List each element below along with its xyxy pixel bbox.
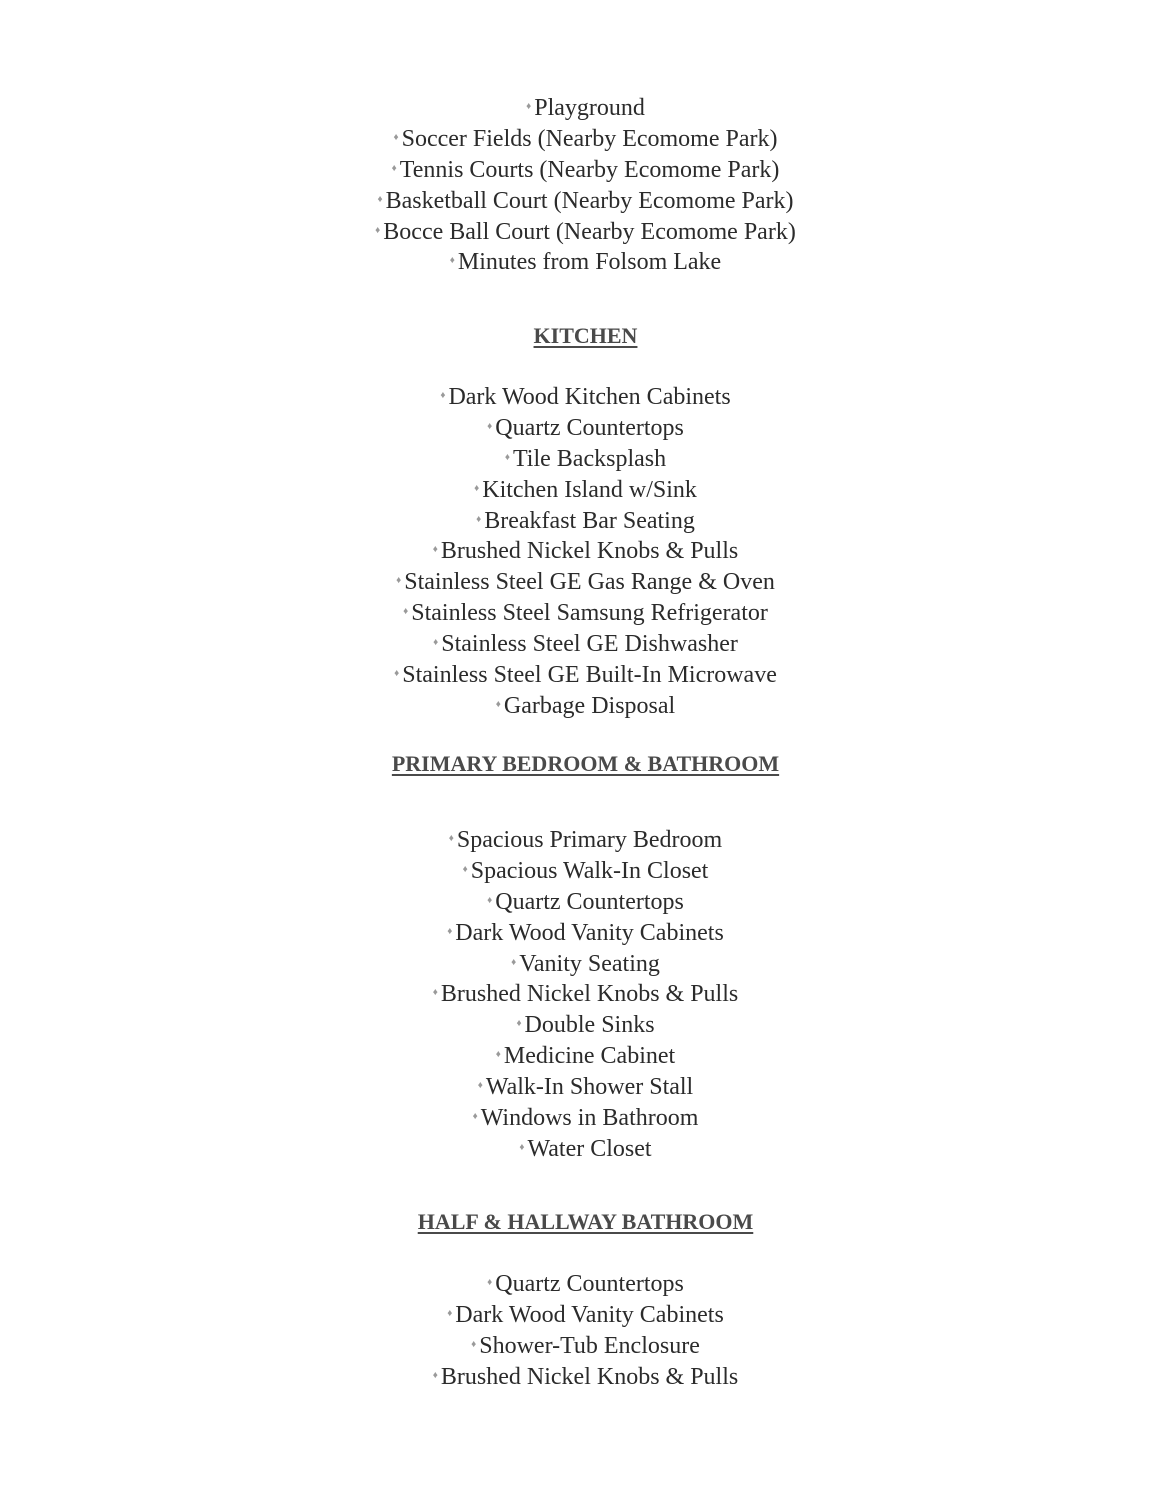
list-item [0,978,1159,1009]
list-item-text: Garbage Disposal [503,692,676,719]
list-item-text: Spacious Primary Bedroom [456,827,723,853]
list-item [0,185,1159,216]
list-item-text: Dark Wood Kitchen Cabinets [448,384,731,410]
diamond-bullet-icon: ♦ [516,1018,522,1030]
diamond-bullet-icon: ♦ [440,390,446,401]
list-item [0,1102,1159,1133]
list-item [0,855,1159,886]
list-item [0,659,1159,690]
primary-bedroom-bathroom-list [0,824,1159,1164]
diamond-bullet-icon: ♦ [526,101,532,112]
list-item [0,824,1159,855]
list-item [0,216,1159,247]
list-item [0,92,1159,123]
list-item [0,1361,1159,1392]
amenities-list [0,92,1159,277]
list-item [0,566,1159,597]
list-item-text: Brushed Nickel Knobs & Pulls [440,981,739,1008]
list-item-text: Stainless Steel GE Built-In Microwave [402,662,777,689]
diamond-bullet-icon: ♦ [375,224,381,236]
list-item-text: Playground [534,95,645,121]
list-item-text: Kitchen Island w/Sink [482,476,697,503]
list-item-text: Vanity Seating [519,950,660,977]
list-item-text: Medicine Cabinet [503,1043,676,1070]
list-item [0,690,1159,721]
list-item-text: Quartz Countertops [495,1271,684,1297]
diamond-bullet-icon: ♦ [396,575,402,587]
list-item-text: Shower-Tub Enclosure [479,1332,700,1359]
diamond-bullet-icon: ♦ [403,606,409,618]
list-item-text: Breakfast Bar Seating [484,507,695,534]
diamond-bullet-icon: ♦ [511,956,517,968]
diamond-bullet-icon: ♦ [448,833,454,844]
list-item [0,246,1159,277]
list-item-text: Quartz Countertops [495,414,684,441]
list-item-text: Dark Wood Vanity Cabinets [455,1301,724,1328]
diamond-bullet-icon: ♦ [432,987,438,999]
diamond-bullet-icon: ♦ [487,1277,493,1288]
diamond-bullet-icon: ♦ [391,162,397,174]
kitchen-list [0,381,1159,721]
list-item [0,628,1159,659]
list-item [0,381,1159,412]
list-item [0,123,1159,154]
diamond-bullet-icon: ♦ [476,513,482,525]
list-item-text: Walk-In Shower Stall [485,1074,694,1101]
list-item [0,1071,1159,1102]
list-item [0,1009,1159,1040]
list-item [0,505,1159,536]
list-item [0,1040,1159,1071]
list-item-text: Soccer Fields (Nearby Ecomome Park) [401,125,778,152]
list-item-text: Tile Backsplash [512,445,667,472]
list-item [0,1299,1159,1330]
list-item-text: Windows in Bathroom [480,1105,699,1132]
list-item-text: Bocce Ball Court (Nearby Ecomome Park) [383,218,796,245]
list-item-text: Spacious Walk-In Closet [470,857,709,884]
diamond-bullet-icon: ♦ [495,698,501,710]
list-item-text: Dark Wood Vanity Cabinets [455,919,724,946]
list-item [0,412,1159,443]
list-item-text: Tennis Courts (Nearby Ecomome Park) [399,156,780,183]
list-item [0,154,1159,185]
list-item-text: Basketball Court (Nearby Ecomome Park) [385,187,794,214]
list-item-text: Quartz Countertops [495,888,684,915]
list-item-text: Stainless Steel Samsung Refrigerator [411,600,768,627]
diamond-bullet-icon: ♦ [449,255,455,267]
list-item-text: Double Sinks [524,1012,655,1039]
diamond-bullet-icon: ♦ [432,1369,438,1381]
list-item [0,1330,1159,1361]
list-item [0,1133,1159,1164]
diamond-bullet-icon: ♦ [477,1080,483,1092]
list-item [0,474,1159,505]
diamond-bullet-icon: ♦ [447,925,453,937]
diamond-bullet-icon: ♦ [432,544,438,556]
diamond-bullet-icon: ♦ [504,451,510,463]
list-item [0,1268,1159,1299]
diamond-bullet-icon: ♦ [474,482,480,494]
diamond-bullet-icon: ♦ [394,668,400,680]
list-item-text: Brushed Nickel Knobs & Pulls [440,1363,739,1390]
list-item [0,917,1159,948]
list-item [0,535,1159,566]
list-item [0,886,1159,917]
list-item-text: Water Closet [527,1135,652,1162]
diamond-bullet-icon: ♦ [519,1141,525,1153]
diamond-bullet-icon: ♦ [433,637,439,649]
list-item-text: Brushed Nickel Knobs & Pulls [440,538,739,565]
primary-bedroom-bathroom-heading: PRIMARY BEDROOM & BATHROOM [391,751,780,776]
list-item-text: Stainless Steel GE Gas Range & Oven [404,569,775,596]
half-hallway-bathroom-heading: HALF & HALLWAY BATHROOM [417,1209,754,1234]
diamond-bullet-icon: ♦ [447,1307,453,1319]
list-item-text: Stainless Steel GE Dishwasher [441,631,738,658]
diamond-bullet-icon: ♦ [472,1111,478,1123]
diamond-bullet-icon: ♦ [393,131,399,143]
list-item-text: Minutes from Folsom Lake [457,249,722,276]
diamond-bullet-icon: ♦ [377,193,383,205]
diamond-bullet-icon: ♦ [471,1338,477,1350]
half-hallway-bathroom-list [0,1268,1159,1392]
list-item [0,948,1159,979]
diamond-bullet-icon: ♦ [462,863,468,875]
list-item [0,597,1159,628]
diamond-bullet-icon: ♦ [487,420,493,432]
kitchen-heading: KITCHEN [533,323,638,348]
diamond-bullet-icon: ♦ [487,894,493,906]
list-item [0,443,1159,474]
diamond-bullet-icon: ♦ [495,1049,501,1061]
